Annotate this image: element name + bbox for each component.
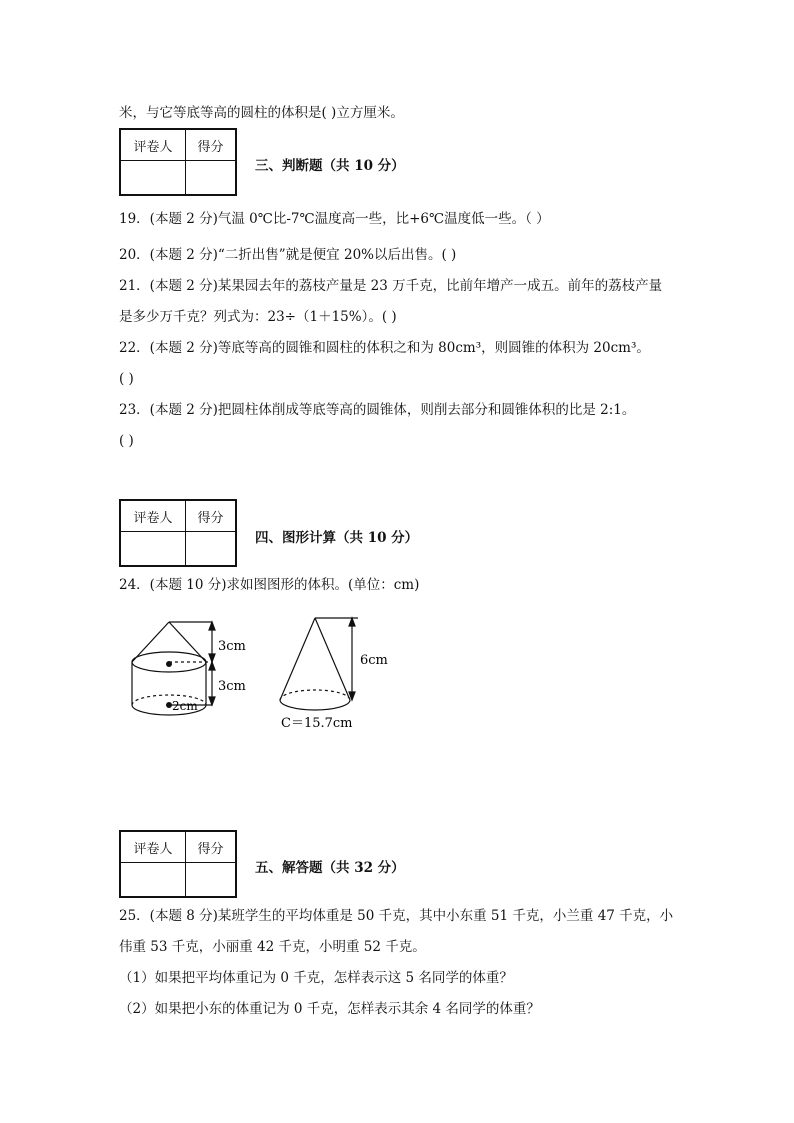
- section-title-3: 三、判断题（共 10 分）: [255, 158, 405, 174]
- question-20: 20．(本题 2 分)“二折出售”就是便宜 20%以后出售。( ): [119, 247, 457, 263]
- question-25-line1: 25．(本题 8 分)某班学生的平均体重是 50 千克，其中小东重 51 千克，小兰重 47 千克，小: [119, 908, 674, 924]
- cone-height-label: 3cm: [218, 639, 246, 654]
- reviewer-header: 评卷人: [133, 140, 173, 155]
- question-22-line1: 22．(本题 2 分)等底等高的圆锥和圆柱的体积之和为 80cm³，则圆锥的体积为 20cm³。: [119, 340, 650, 356]
- question-23-line1: 23．(本题 2 分)把圆柱体削成等底等高的圆锥体，则削去部分和圆锥体积的比是 2:1。: [119, 402, 636, 418]
- circumference-label: C＝15.7cm: [281, 716, 353, 731]
- reviewer-header: 评卷人: [133, 511, 173, 526]
- question-25-line2: 伟重 53 千克，小丽重 42 千克，小明重 52 千克。: [119, 939, 426, 955]
- score-header: 得分: [197, 842, 224, 857]
- question-25-sub2: （2）如果把小东的体重记为 0 千克，怎样表示其余 4 名同学的体重？: [119, 1001, 540, 1017]
- question-25-sub1: （1）如果把平均体重记为 0 千克，怎样表示这 5 名同学的体重？: [119, 970, 513, 986]
- cone-figure: [280, 618, 358, 710]
- section-title-4: 四、图形计算（共 10 分）: [255, 530, 419, 546]
- question-22-line2: ( ): [119, 371, 134, 387]
- reviewer-header: 评卷人: [133, 842, 173, 857]
- cylinder-height-label: 3cm: [218, 679, 246, 694]
- radius-label: 2cm: [172, 699, 198, 713]
- section-title-5: 五、解答题（共 32 分）: [255, 860, 405, 876]
- score-header: 得分: [197, 140, 224, 155]
- question-19: 19．(本题 2 分)气温 0℃比-7℃温度高一些，比+6℃温度低一些。（ ）: [119, 211, 550, 227]
- score-table: [119, 830, 237, 898]
- center-dot: [166, 661, 172, 667]
- question-18-tail: 米，与它等底等高的圆柱的体积是( )立方厘米。: [119, 105, 404, 121]
- question-24: 24．(本题 10 分)求如图图形的体积。(单位：cm): [119, 577, 420, 593]
- question-21-line2: 是多少万千克？列式为：23÷（1＋15%）。( ): [119, 309, 397, 325]
- question-23-line2: ( ): [119, 433, 134, 449]
- question-21-line1: 21．(本题 2 分)某果园去年的荔枝产量是 23 万千克，比前年增产一成五。前年的荔枝产量: [119, 278, 663, 294]
- cone-height-label: 6cm: [360, 653, 388, 668]
- score-header: 得分: [197, 511, 224, 526]
